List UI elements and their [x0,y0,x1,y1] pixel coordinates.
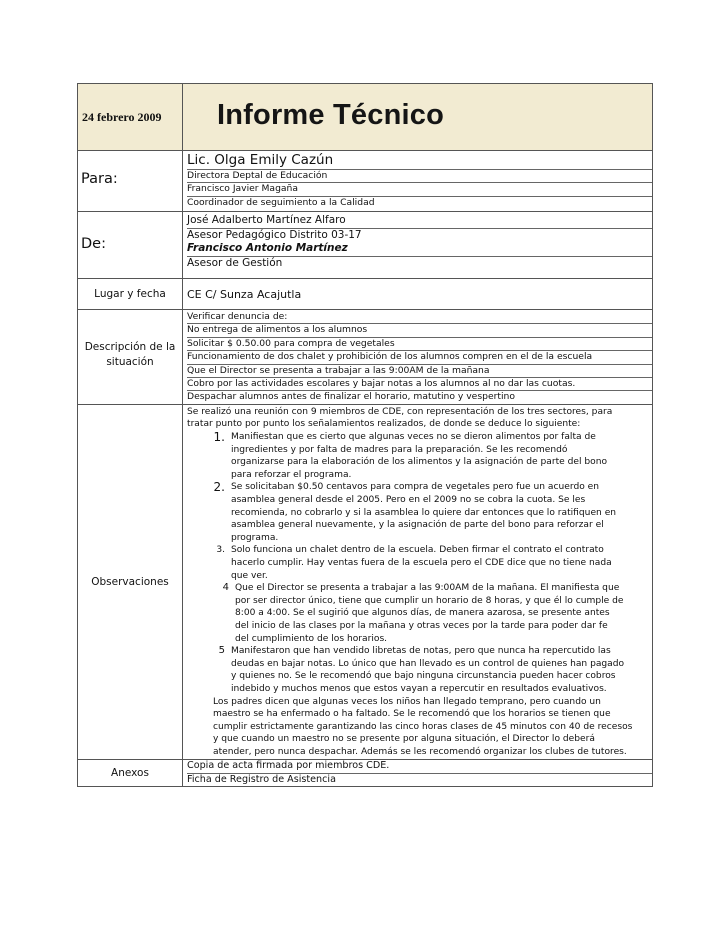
closing-line: Los padres dicen que algunas veces los niños han llegado temprano, pero cuando un [213,696,601,707]
item-line: Manifestaron que han vendido libretas de notas, pero que nunca ha repercutido las [231,646,611,657]
item-line: asamblea general desde el 2005. Pero en el 2009 no se cobra la cuota. Se les [231,495,586,505]
item-line: recomienda, no cobrarlo y si la asamblea lo quiere dar entonces que lo ratifiquen en [231,507,617,518]
item-number: 4 [222,582,229,594]
anexos-line: Copia de acta firmada por miembros CDE. [187,760,652,773]
descripcion-row [78,310,653,405]
para-label-cell [78,151,183,212]
item-line: Solo funciona un chalet dentro de la escuela. Deben firmar el contrato el contrato [231,545,604,556]
observaciones-intro-line: tratar punto por punto los señalamientos realizados, de donde se deduce lo siguiente: [187,419,581,430]
de-line: Asesor de Gestión [187,256,283,269]
lugar-value-cell [183,279,653,310]
closing-line: maestro se ha enfermado o ha faltado. Se le recomendó que los horarios se tienen que [213,709,611,720]
item-text [235,582,623,645]
item-line: Se solicitaban $0.50 centavos para compra de vegetales pero fue un acuerdo en [231,482,600,493]
item-text [231,645,624,695]
de-line: Asesor Pedagógico Distrito 03-17 [187,228,362,241]
para-line: Directora Deptal de Educación [187,170,652,183]
descripcion-line: Que el Director se presenta a trabajar a las 9:00AM de la mañana [187,365,652,378]
report-date: 24 febrero 2009 [82,110,162,124]
item-line: deudas en bajar notas. Lo único que han llevado es un control de quienes han pagado [231,658,625,669]
item-text [231,544,612,582]
item-line: Manifiestan que es cierto que algunas veces no se dieron alimentos por falta de [231,432,596,443]
de-row [78,212,653,279]
title-cell [183,84,653,151]
observaciones-row [78,404,653,760]
item-line: del inicio de las clases por la mañana y otras veces por la tarde para poder dar fe [235,620,608,631]
descripcion-label: Descripción de la situación [84,341,176,368]
para-line: Coordinador de seguimiento a la Calidad [187,196,375,208]
item-text [231,431,607,481]
item-line: indebido y muchos menos que estos vayan a repercutir en resultados evaluativos. [231,683,607,694]
item-line: para reforzar el programa. [231,469,352,480]
item-number: 2. [213,480,225,495]
anexos-label-cell [78,760,183,787]
observaciones-item-1 [187,431,652,481]
descripcion-line: Solicitar $ 0.50.00 para compra de vegetales [187,338,652,351]
report-document [77,83,653,787]
item-line: ingredientes y por falta de madres para la preparación. Se les recomendó [231,444,568,455]
descripcion-line: Verificar denuncia de: [187,311,652,324]
observaciones-item-4 [187,582,652,645]
para-label: Para: [81,171,118,187]
anexos-value-cell [183,760,653,787]
report-table [77,83,653,787]
de-value-cell [183,212,653,279]
item-line: Que el Director se presenta a trabajar a las 9:00AM de la mañana. El manifiesta que [235,583,620,594]
item-line: asamblea general nuevamente, y la asignación de parte del bono para reforzar el [231,520,604,531]
anexos-label: Anexos [111,767,149,780]
para-line: Francisco Javier Magaña [187,183,652,196]
descripcion-line: No entrega de alimentos a los alumnos [187,324,652,337]
report-title: Informe Técnico [217,99,444,131]
observaciones-label: Observaciones [91,576,169,589]
observaciones-item-3 [187,544,652,582]
de-line: José Adalberto Martínez Alfaro [187,214,652,229]
para-value-cell [183,151,653,212]
observaciones-intro-line: Se realizó una reunión con 9 miembros de CDE, con representación de los tres sectores, para [187,406,613,417]
lugar-label-cell [78,279,183,310]
de-line-bold: Francisco Antonio Martínez [187,242,652,257]
item-text [231,481,616,544]
item-line: organizarse para la elaboración de los alimentos y la asignación de parte del bono [231,457,608,468]
item-line: 8:00 a 4:00. Se el sugirió que algunos días, de manera azarosa, se presente antes [235,608,610,619]
lugar-row [78,279,653,310]
lugar-label: Lugar y fecha [94,288,166,300]
date-cell [78,84,183,151]
item-number: 3. [216,545,225,556]
de-label-cell [78,212,183,279]
de-label: De: [81,236,106,252]
item-number: 1. [213,430,225,445]
lugar-value: CE C/ Sunza Acajutla [187,288,302,301]
descripcion-line: Cobro por las actividades escolares y bajar notas a los alumnos al no dar las cuotas. [187,378,652,391]
header-row [78,84,653,151]
item-line: programa. [231,532,279,543]
observaciones-item-2 [187,481,652,544]
descripcion-line: Funcionamiento de dos chalet y prohibición de los alumnos compren en el de la escuela [187,351,652,364]
item-line: que ver. [231,570,268,581]
closing-line: y que cuando un maestro no se presente por alguna situación, el Director lo deberá [213,734,595,745]
observaciones-closing [187,696,652,759]
observaciones-item-5 [187,645,652,695]
descripcion-label-cell [78,310,183,405]
descripcion-line: Despachar alumnos antes de finalizar el horario, matutino y vespertino [187,391,515,403]
item-line: hacerlo cumplir. Hay ventas fuera de la escuela pero el CDE dice que no tiene nada [231,557,612,568]
closing-line: atender, pero nunca despachar. Además se les recomendó organizar los clubes de tutores. [213,746,627,757]
item-line: y quienes no. Se le recomendó que bajo ninguna circunstancia pueden hacer cobros [231,671,616,682]
anexos-line: Ficha de Registro de Asistencia [187,773,336,785]
item-line: por ser director único, tiene que cumplir un horario de 8 horas, y que él lo cumple de [235,595,624,606]
observaciones-label-cell [78,404,183,760]
item-number: 5 [218,645,225,657]
para-name: Lic. Olga Emily Cazún [187,151,652,170]
observaciones-value-cell [183,404,653,760]
item-line: del cumplimiento de los horarios. [235,633,388,644]
descripcion-value-cell [183,310,653,405]
closing-line: cumplir estrictamente garantizando las cinco horas clases de 45 minutos con 40 de recesos [213,721,633,732]
anexos-row [78,760,653,787]
para-row [78,151,653,212]
